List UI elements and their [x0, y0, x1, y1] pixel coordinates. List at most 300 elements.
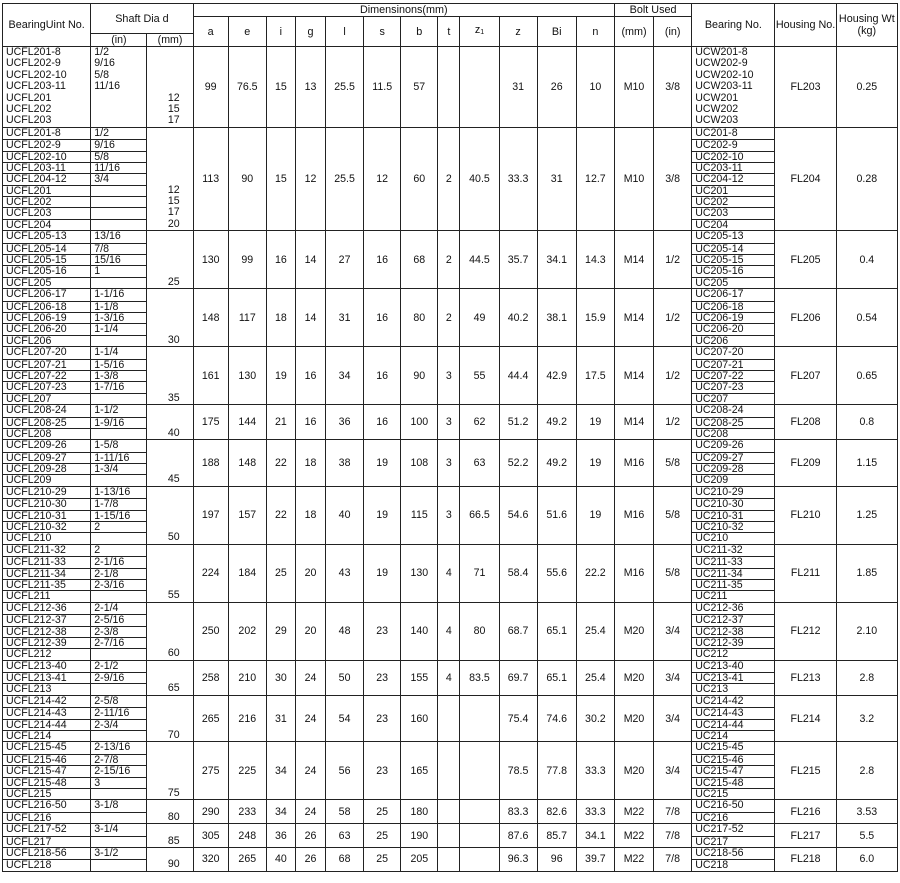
bearing-no-cell [692, 847, 775, 871]
shaft-dia-in-cell [91, 824, 147, 848]
table-row [3, 660, 898, 695]
housing-weight: 2.8 [836, 660, 897, 695]
bearing-unit-no-cell [3, 347, 91, 405]
bolt-mm: M22 [614, 847, 653, 871]
shaft-dia-in: 2-3/8 [91, 626, 146, 637]
shaft-dia-in-cell [91, 660, 147, 695]
dim-z: 52.2 [499, 440, 537, 487]
dim-z: 40.2 [499, 289, 537, 347]
bearing-unit-no: UCFL205-13 [6, 230, 67, 243]
bearing-unit-no-cell [3, 602, 91, 660]
bearing-no-cell [692, 127, 775, 231]
dim-z: 58.4 [499, 544, 537, 602]
dim-i: 36 [266, 824, 295, 848]
dim-l: 25.5 [326, 47, 364, 128]
bearing-unit-no: UCFL218-56 [6, 847, 67, 859]
dim-l: 50 [326, 660, 364, 695]
bearing-unit-no: UCFL203-11 [3, 162, 90, 173]
dim-t: 3 [438, 440, 460, 487]
shaft-dia-mm: 12 [167, 91, 180, 104]
dim-s: 25 [364, 847, 401, 871]
shaft-dia-mm [147, 162, 192, 173]
shaft-dia-mm-cell [147, 742, 193, 800]
housing-no: FL218 [775, 847, 836, 871]
shaft-dia-mm-cell [147, 695, 193, 742]
housing-no: FL209 [775, 440, 836, 487]
bolt-in: 7/8 [654, 824, 692, 848]
shaft-dia-mm [147, 452, 192, 463]
shaft-dia-in: 2-3/4 [91, 719, 146, 730]
shaft-dia-mm-cell [147, 347, 193, 405]
bearing-no: UC210-32 [692, 521, 774, 532]
housing-weight: 0.28 [836, 127, 897, 231]
shaft-dia-in: 1-3/16 [91, 312, 146, 323]
bearing-unit-no: UCFL212 [3, 648, 90, 659]
header-housing-no: Housing No. [775, 4, 836, 47]
table-row [3, 602, 898, 660]
dim-t: 4 [438, 660, 460, 695]
shaft-dia-mm [147, 370, 192, 381]
bearing-unit-no: UCFL205-14 [3, 243, 90, 254]
dim-bi: 65.1 [537, 660, 576, 695]
dim-z: 44.4 [499, 347, 537, 405]
bearing-no: UC218-56 [695, 847, 744, 859]
dim-z: 87.6 [499, 824, 537, 848]
bearing-unit-no: UCFL206-17 [6, 288, 67, 301]
bearing-unit-no: UCFL209-26 [6, 439, 67, 452]
header-dim-z1 [460, 17, 499, 47]
bearing-unit-no: UCFL204 [3, 219, 90, 230]
bearing-no: UC205-15 [692, 254, 774, 265]
header-dim-l: l [326, 17, 364, 47]
bearing-unit-no: UCFL204-12 [3, 173, 90, 184]
bearing-no-cell [692, 289, 775, 347]
shaft-dia-in: 1-1/8 [91, 301, 146, 312]
bolt-in: 1/2 [654, 347, 692, 405]
bearing-unit-no: UCFL209-27 [3, 452, 90, 463]
bearing-no: UC205 [692, 277, 774, 288]
bearing-unit-no: UCFL213-41 [3, 672, 90, 683]
table-row [3, 695, 898, 742]
dim-bi: 34.1 [537, 231, 576, 289]
bearing-unit-no: UCFL211-32 [6, 544, 66, 556]
dim-b: 60 [401, 127, 438, 231]
bearing-unit-no: UCFL205-15 [3, 254, 90, 265]
shaft-dia-in: 1-7/16 [91, 381, 146, 392]
dim-a: 148 [193, 289, 228, 347]
dim-e: 144 [228, 405, 266, 440]
shaft-dia-mm: 35 [167, 391, 180, 404]
dim-n: 19 [576, 405, 614, 440]
bearing-unit-no: UCFL203 [6, 114, 52, 127]
shaft-dia-in [91, 196, 146, 207]
shaft-dia-mm-cell [147, 602, 193, 660]
table-row [3, 486, 898, 544]
bearing-unit-no: UCFL215-45 [6, 741, 67, 754]
dim-e: 184 [228, 544, 266, 602]
dim-l: 63 [326, 824, 364, 848]
shaft-dia-in: 1-1/4 [91, 323, 146, 334]
dim-a: 290 [193, 800, 228, 824]
shaft-dia-mm [147, 58, 192, 69]
dim-e: 216 [228, 695, 266, 742]
housing-weight: 0.25 [836, 47, 897, 128]
shaft-dia-in-cell [91, 289, 147, 347]
dim-t: 2 [438, 289, 460, 347]
housing-no: FL208 [775, 405, 836, 440]
bearing-unit-no: UCFL206-19 [3, 312, 90, 323]
bearing-no: UC215-47 [692, 765, 774, 776]
table-row [3, 47, 898, 128]
dim-l: 68 [326, 847, 364, 871]
shaft-dia-in-cell [91, 127, 147, 231]
shaft-dia-mm: 30 [167, 333, 180, 346]
header-dim-s: s [364, 17, 401, 47]
bearing-unit-no: UCFL207-21 [3, 359, 90, 370]
dim-e: 117 [228, 289, 266, 347]
shaft-dia-mm [147, 173, 192, 184]
bearing-no: UCW202-9 [695, 57, 748, 70]
housing-no: FL210 [775, 486, 836, 544]
shaft-dia-in: 9/16 [94, 57, 115, 70]
shaft-dia-in-cell [91, 47, 147, 128]
dim-s: 19 [364, 486, 401, 544]
bolt-in: 3/4 [654, 660, 692, 695]
dim-a: 320 [193, 847, 228, 871]
shaft-dia-mm [147, 139, 192, 150]
bearing-no: UC203 [692, 207, 774, 218]
bearing-unit-no: UCFL202-9 [6, 57, 61, 70]
dim-g: 16 [295, 405, 325, 440]
table-row [3, 347, 898, 405]
dim-e: 265 [228, 847, 266, 871]
dim-i: 25 [266, 544, 295, 602]
housing-no: FL216 [775, 800, 836, 824]
dim-i: 22 [266, 486, 295, 544]
bolt-in: 3/4 [654, 602, 692, 660]
shaft-dia-in [91, 812, 146, 823]
dim-a: 250 [193, 602, 228, 660]
shaft-dia-in: 1-13/16 [94, 486, 131, 498]
dim-i: 18 [266, 289, 295, 347]
housing-weight: 0.4 [836, 231, 897, 289]
bearing-unit-no: UCFL210-32 [3, 521, 90, 532]
shaft-dia-in: 9/16 [91, 139, 146, 150]
bearing-unit-no: UCFL202-10 [6, 68, 67, 81]
shaft-dia-in [91, 474, 146, 485]
bearing-no: UC211-34 [692, 568, 774, 579]
shaft-dia-mm [147, 289, 192, 300]
dim-bi: 96 [537, 847, 576, 871]
dim-n: 25.4 [576, 660, 614, 695]
dim-l: 48 [326, 602, 364, 660]
shaft-dia-in: 2-5/8 [94, 695, 119, 707]
shaft-dia-mm [147, 151, 192, 162]
dim-t [438, 847, 460, 871]
bearing-no: UC203-11 [692, 162, 774, 173]
shaft-dia-in: 5/8 [94, 68, 110, 81]
bearing-unit-no: UCFL207-22 [3, 370, 90, 381]
bearing-unit-no-cell [3, 660, 91, 695]
bearing-no: UC206-17 [695, 288, 744, 301]
bearing-unit-no-cell [3, 742, 91, 800]
shaft-dia-in-cell [91, 544, 147, 602]
header-dim-z: z [499, 17, 537, 47]
shaft-dia-in: 3-1/8 [94, 799, 119, 812]
bolt-in: 3/4 [654, 695, 692, 742]
shaft-dia-mm-cell [147, 824, 193, 848]
shaft-dia-in [91, 859, 146, 870]
bearing-unit-no: UCFL210-31 [3, 510, 90, 521]
dim-t [438, 800, 460, 824]
dim-a: 224 [193, 544, 228, 602]
dim-n: 33.3 [576, 800, 614, 824]
header-dim-g: g [295, 17, 325, 47]
bearing-no: UC208-24 [695, 404, 744, 417]
dim-n: 14.3 [576, 231, 614, 289]
housing-no: FL212 [775, 602, 836, 660]
housing-weight: 1.85 [836, 544, 897, 602]
bearing-unit-no: UCFL214-44 [3, 719, 90, 730]
dim-b: 80 [401, 289, 438, 347]
bearing-unit-no: UCFL201-8 [6, 127, 61, 139]
shaft-dia-mm [147, 603, 192, 614]
dim-t: 3 [438, 405, 460, 440]
bearing-no: UC205-16 [692, 265, 774, 276]
shaft-dia-in-cell [91, 847, 147, 871]
dim-b: 57 [401, 47, 438, 128]
dim-s: 23 [364, 695, 401, 742]
shaft-dia-mm [147, 381, 192, 392]
dim-z: 33.3 [499, 127, 537, 231]
dim-b: 165 [401, 742, 438, 800]
shaft-dia-in [91, 683, 146, 694]
dim-a: 197 [193, 486, 228, 544]
shaft-dia-in [91, 207, 146, 218]
shaft-dia-mm: 65 [167, 682, 180, 695]
bearing-unit-no: UCFL214-42 [6, 695, 67, 707]
dim-b: 190 [401, 824, 438, 848]
dim-i: 29 [266, 602, 295, 660]
shaft-dia-mm: 70 [167, 729, 180, 742]
dim-a: 275 [193, 742, 228, 800]
shaft-dia-mm-cell [147, 486, 193, 544]
bearing-no: UC209-27 [692, 452, 774, 463]
dim-z1 [460, 824, 499, 848]
bearing-no: UC202 [692, 196, 774, 207]
shaft-dia-mm [147, 359, 192, 370]
shaft-dia-in-cell [91, 347, 147, 405]
header-shaft-mm: (mm) [147, 34, 193, 47]
dim-g: 26 [295, 824, 325, 848]
bearing-unit-no: UCFL216-50 [6, 799, 67, 812]
dim-z1: 83.5 [460, 660, 499, 695]
shaft-dia-mm: 17 [167, 206, 180, 219]
bearing-no-cell [692, 486, 775, 544]
dim-z1 [460, 742, 499, 800]
bearing-no-cell [692, 695, 775, 742]
dim-t [438, 742, 460, 800]
dim-i: 30 [266, 660, 295, 695]
bearing-unit-no: UCFL216 [3, 812, 90, 823]
dim-l: 43 [326, 544, 364, 602]
shaft-dia-mm: 25 [167, 275, 180, 288]
dim-e: 99 [228, 231, 266, 289]
dim-s: 12 [364, 127, 401, 231]
bolt-mm: M22 [614, 824, 653, 848]
housing-weight: 1.25 [836, 486, 897, 544]
dim-bi: 82.6 [537, 800, 576, 824]
dim-g: 20 [295, 544, 325, 602]
bearing-no: UC208 [692, 428, 774, 439]
dim-i: 15 [266, 127, 295, 231]
dim-g: 24 [295, 742, 325, 800]
bearing-no: UC206 [692, 335, 774, 346]
dim-n: 19 [576, 486, 614, 544]
shaft-dia-in: 2-9/16 [91, 672, 146, 683]
shaft-dia-in: 1/2 [94, 46, 110, 58]
bolt-in: 5/8 [654, 440, 692, 487]
bearing-unit-no: UCFL215-47 [3, 765, 90, 776]
shaft-dia-mm [147, 754, 192, 765]
dim-bi: 42.9 [537, 347, 576, 405]
bearing-no: UCW202 [695, 102, 739, 115]
shaft-dia-mm: 15 [167, 195, 180, 208]
bearing-unit-no: UCFL217-52 [6, 823, 67, 836]
bearing-no: UC207-21 [692, 359, 774, 370]
bearing-no: UC214-42 [695, 695, 744, 707]
dim-z: 83.3 [499, 800, 537, 824]
dim-g: 26 [295, 847, 325, 871]
bearing-no: UC201 [692, 185, 774, 196]
housing-weight: 6.0 [836, 847, 897, 871]
bearing-unit-no: UCFL208 [3, 428, 90, 439]
dim-b: 100 [401, 405, 438, 440]
bolt-in: 7/8 [654, 847, 692, 871]
dim-e: 202 [228, 602, 266, 660]
shaft-dia-mm-cell [147, 660, 193, 695]
dim-i: 16 [266, 231, 295, 289]
dim-i: 21 [266, 405, 295, 440]
shaft-dia-mm: 85 [167, 834, 180, 847]
dim-bi: 51.6 [537, 486, 576, 544]
bearing-no: UC209 [692, 474, 774, 485]
shaft-dia-in: 11/16 [91, 162, 146, 173]
housing-weight: 3.2 [836, 695, 897, 742]
header-dim-b: b [401, 17, 438, 47]
shaft-dia-mm: 40 [167, 426, 180, 439]
bearing-unit-no: UCFL207-23 [3, 381, 90, 392]
shaft-dia-mm [147, 440, 192, 451]
bearing-unit-no-cell [3, 824, 91, 848]
bearing-unit-no-cell [3, 695, 91, 742]
bearing-unit-no-cell [3, 847, 91, 871]
dim-n: 30.2 [576, 695, 614, 742]
housing-weight: 0.54 [836, 289, 897, 347]
housing-no: FL204 [775, 127, 836, 231]
housing-no: FL213 [775, 660, 836, 695]
dim-b: 155 [401, 660, 438, 695]
shaft-dia-mm [147, 301, 192, 312]
bearing-unit-no: UCFL205 [3, 277, 90, 288]
table-row [3, 544, 898, 602]
bolt-mm: M10 [614, 127, 653, 231]
shaft-dia-mm [147, 70, 192, 81]
dim-b: 115 [401, 486, 438, 544]
bearing-unit-no: UCFL211-35 [3, 579, 90, 590]
shaft-dia-mm-cell [147, 231, 193, 289]
bearing-unit-no: UCFL212-37 [3, 614, 90, 625]
table-row [3, 800, 898, 824]
bolt-mm: M14 [614, 231, 653, 289]
dim-t: 4 [438, 602, 460, 660]
shaft-dia-in-cell [91, 742, 147, 800]
shaft-dia-in: 1/2 [94, 127, 110, 139]
shaft-dia-mm [147, 556, 192, 567]
bearing-no: UC214 [692, 730, 774, 741]
header-bolt-in: (in) [654, 17, 692, 47]
shaft-dia-mm: 12 [167, 183, 180, 196]
bolt-in: 1/2 [654, 289, 692, 347]
dim-z1 [460, 847, 499, 871]
bearing-unit-no: UCFL213 [3, 683, 90, 694]
dim-z1: 80 [460, 602, 499, 660]
dim-t [438, 824, 460, 848]
dim-z1: 62 [460, 405, 499, 440]
bearing-unit-no: UCFL217 [3, 836, 90, 847]
bearing-unit-no: UCFL201 [3, 185, 90, 196]
shaft-dia-mm: 50 [167, 531, 180, 544]
shaft-dia-mm [147, 254, 192, 265]
shaft-dia-mm-cell [147, 289, 193, 347]
bearing-unit-no: UCFL210 [3, 532, 90, 543]
bearing-unit-no: UCFL203 [3, 207, 90, 218]
bearing-no-cell [692, 742, 775, 800]
shaft-dia-mm: 20 [167, 217, 180, 230]
bolt-mm: M14 [614, 405, 653, 440]
shaft-dia-mm [147, 626, 192, 637]
dim-bi: 65.1 [537, 602, 576, 660]
table-row [3, 440, 898, 487]
bearing-no: UC212-37 [692, 614, 774, 625]
dim-g: 18 [295, 440, 325, 487]
shaft-dia-mm-cell [147, 405, 193, 440]
dim-i: 40 [266, 847, 295, 871]
shaft-dia-in: 2-1/2 [94, 660, 119, 672]
housing-weight: 0.8 [836, 405, 897, 440]
bearing-unit-no: UCFL208-25 [3, 417, 90, 428]
dim-n: 15.9 [576, 289, 614, 347]
dim-g: 14 [295, 231, 325, 289]
shaft-dia-mm [147, 347, 192, 358]
dim-g: 24 [295, 660, 325, 695]
dim-n: 33.3 [576, 742, 614, 800]
dim-l: 27 [326, 231, 364, 289]
dim-z1: 44.5 [460, 231, 499, 289]
dim-i: 15 [266, 47, 295, 128]
shaft-dia-mm-cell [147, 800, 193, 824]
shaft-dia-mm-cell [147, 127, 193, 231]
dim-b: 160 [401, 695, 438, 742]
dim-z: 54.6 [499, 486, 537, 544]
bearing-no: UC207 [692, 393, 774, 404]
dim-i: 31 [266, 695, 295, 742]
dim-a: 188 [193, 440, 228, 487]
shaft-dia-mm [147, 707, 192, 718]
dim-z: 69.7 [499, 660, 537, 695]
shaft-dia-mm-cell [147, 440, 193, 487]
dim-bi: 49.2 [537, 440, 576, 487]
